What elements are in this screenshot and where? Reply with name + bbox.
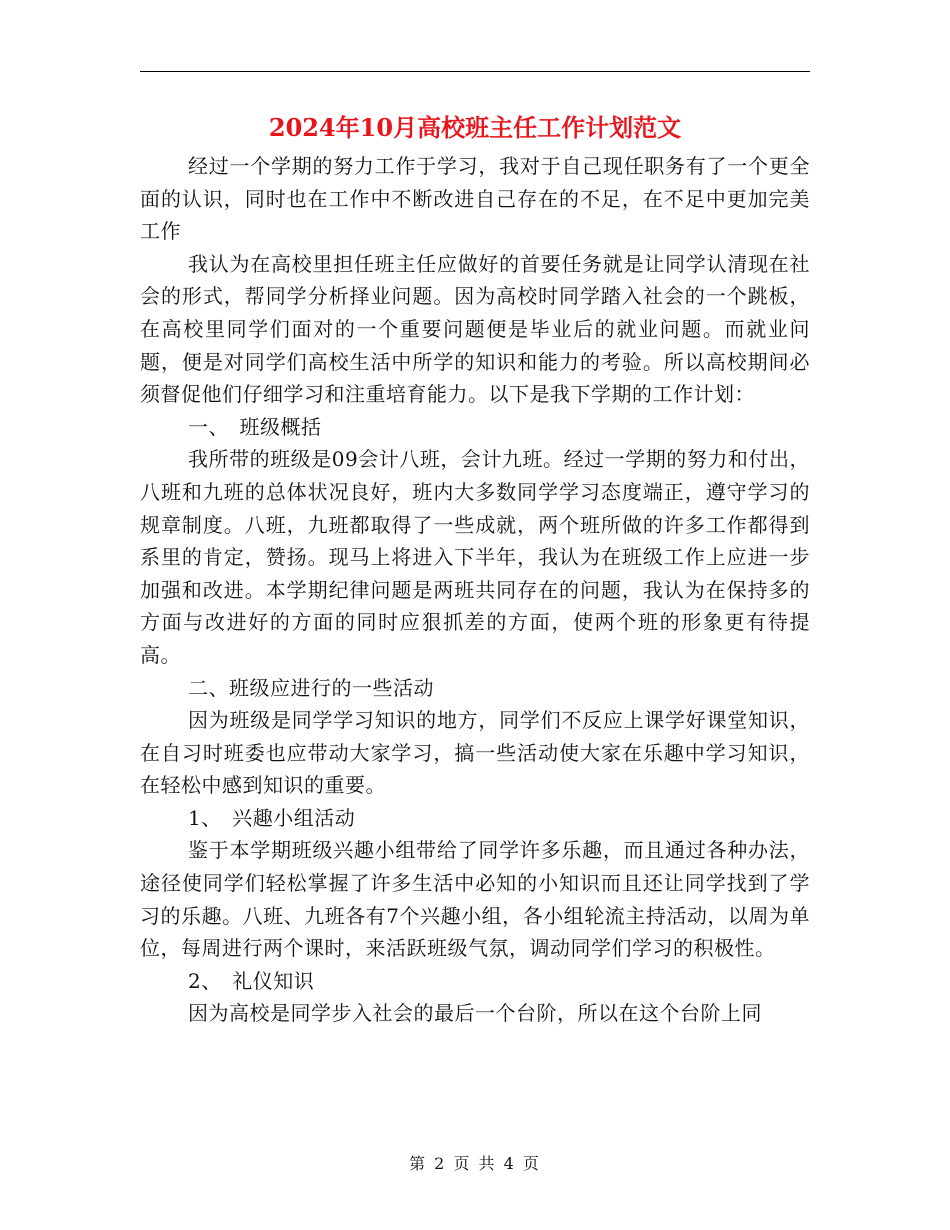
paragraph-role: 我认为在高校里担任班主任应做好的首要任务就是让同学认清现在社会的形式，帮同学分析择业问题。因为高校时同学踏入社会的一个跳板，在高校里同学们面对的一个重要问题便是毕业后的就业问题。而就业问题，便是对同学们高校生活中所学的知识和能力的考验。所以高校期间必须督促他们仔细学习和注重培育能力。以下是我下学期的工作计划： (140, 251, 810, 407)
subsection-heading-interest-groups: 1、 兴趣小组活动 (188, 805, 356, 830)
page-footer: 第 2 页 共 4 页 (409, 1154, 541, 1173)
paragraph-intro: 经过一个学期的努力工作于学习，我对于自己现任职务有了一个更全面的认识，同时也在工作中不断改进自己存在的不足，在不足中更加完美工作 (140, 154, 810, 244)
paragraph-activities: 因为班级是同学学习知识的地方，同学们不反应上课学好课堂知识，在自习时班委也应带动大家学习，搞一些活动使大家在乐趣中学习知识，在轻松中感到知识的重要。 (140, 708, 810, 798)
section-heading-activities: 二、班级应进行的一些活动 (188, 675, 434, 700)
document-body (140, 150, 810, 1030)
paragraph-interest-groups: 鉴于本学期班级兴趣小组带给了同学许多乐趣，而且通过各种办法，途径使同学们轻松掌握了许多生活中必知的小知识而且还让同学找到了学习的乐趣。八班、九班各有7个兴趣小组，各小组轮流主持活动，以周为单位，每周进行两个课时，来活跃班级气氛，调动同学们学习的积极性。 (140, 838, 810, 961)
header-rule (140, 71, 810, 72)
subsection-heading-etiquette: 2、 礼仪知识 (188, 968, 315, 993)
document-title: 2024年10月高校班主任工作计划范文 (268, 113, 682, 142)
paragraph-etiquette: 因为高校是同学步入社会的最后一个台阶，所以在这个台阶上同 (188, 1001, 762, 1026)
paragraph-class-overview: 我所带的班级是09会计八班，会计九班。经过一学期的努力和付出，八班和九班的总体状况良好，班内大多数同学学习态度端正，遵守学习的规章制度。八班，九班都取得了一些成就，两个班所做的许多工作都得到系里的肯定，赞扬。现马上将进入下半年，我认为在班级工作上应进一步加强和改进。本学期纪律问题是两班共同存在的问题，我认为在保持多的方面与改进好的方面的同时应狠抓差的方面，使两个班的形象更有待提高。 (140, 447, 810, 667)
section-heading-class-overview: 一、 班级概括 (188, 414, 322, 439)
